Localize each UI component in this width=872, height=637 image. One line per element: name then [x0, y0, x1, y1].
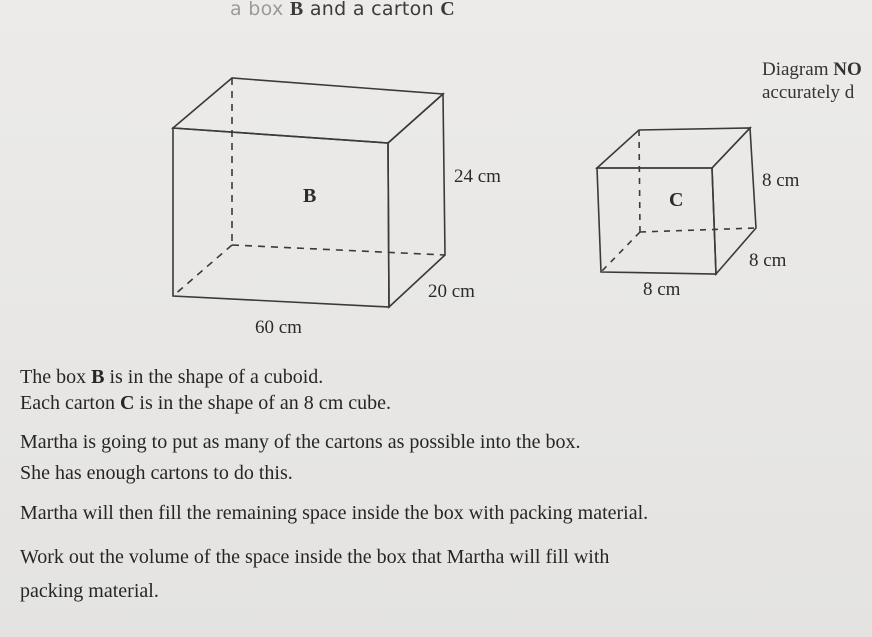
- cube-width-label: 8 cm: [643, 279, 681, 300]
- cube-top-face: [597, 128, 750, 168]
- cube-hidden-edge-depth: [601, 232, 640, 272]
- box-letter-label: B: [303, 185, 317, 207]
- header-box-letter: B: [289, 0, 304, 20]
- question-line-4: She has enough cartons to do this.: [20, 462, 293, 484]
- cube-letter-label: C: [669, 189, 684, 211]
- box-front-face: [173, 128, 389, 307]
- box-right-face: [388, 94, 445, 307]
- header-prefix: a box: [230, 0, 284, 20]
- question-line-6: Work out the volume of the space inside the box that Martha will fill with: [20, 546, 610, 568]
- header-carton-letter: C: [440, 0, 456, 20]
- question-line-5: Martha will then fill the remaining space inside the box with packing material.: [20, 502, 649, 524]
- q1-pre: The box: [20, 366, 87, 388]
- cube-hidden-edge-vertical: [639, 130, 640, 232]
- cube-depth-label: 8 cm: [749, 250, 787, 271]
- box-top-face: [173, 78, 443, 143]
- q2-bold: C: [119, 392, 135, 414]
- note-line-1-bold: NO: [833, 59, 862, 80]
- question-line-7: packing material.: [20, 580, 159, 602]
- cube-hidden-edge-bottom: [640, 228, 756, 232]
- q2-pre: Each carton: [20, 392, 115, 414]
- box-depth-label: 20 cm: [428, 281, 475, 302]
- q1-post: is in the shape of a cuboid.: [109, 366, 324, 388]
- box-hidden-edge-bottom: [232, 245, 445, 255]
- box-hidden-edge-depth: [173, 245, 232, 296]
- question-line-1: [20, 366, 323, 389]
- q1-bold: B: [91, 366, 105, 388]
- note-line-2: accurately d: [762, 82, 855, 103]
- box-height-label: 24 cm: [454, 166, 501, 187]
- q2-post: is in the shape of an 8 cm cube.: [139, 392, 391, 414]
- note-line-1-text: Diagram: [762, 59, 829, 80]
- header-middle: and a carton: [309, 0, 434, 20]
- box-width-label: 60 cm: [255, 317, 302, 338]
- cube-height-label: 8 cm: [762, 170, 800, 191]
- question-line-3: Martha is going to put as many of the cartons as possible into the box.: [20, 431, 581, 453]
- question-line-2: [20, 392, 391, 415]
